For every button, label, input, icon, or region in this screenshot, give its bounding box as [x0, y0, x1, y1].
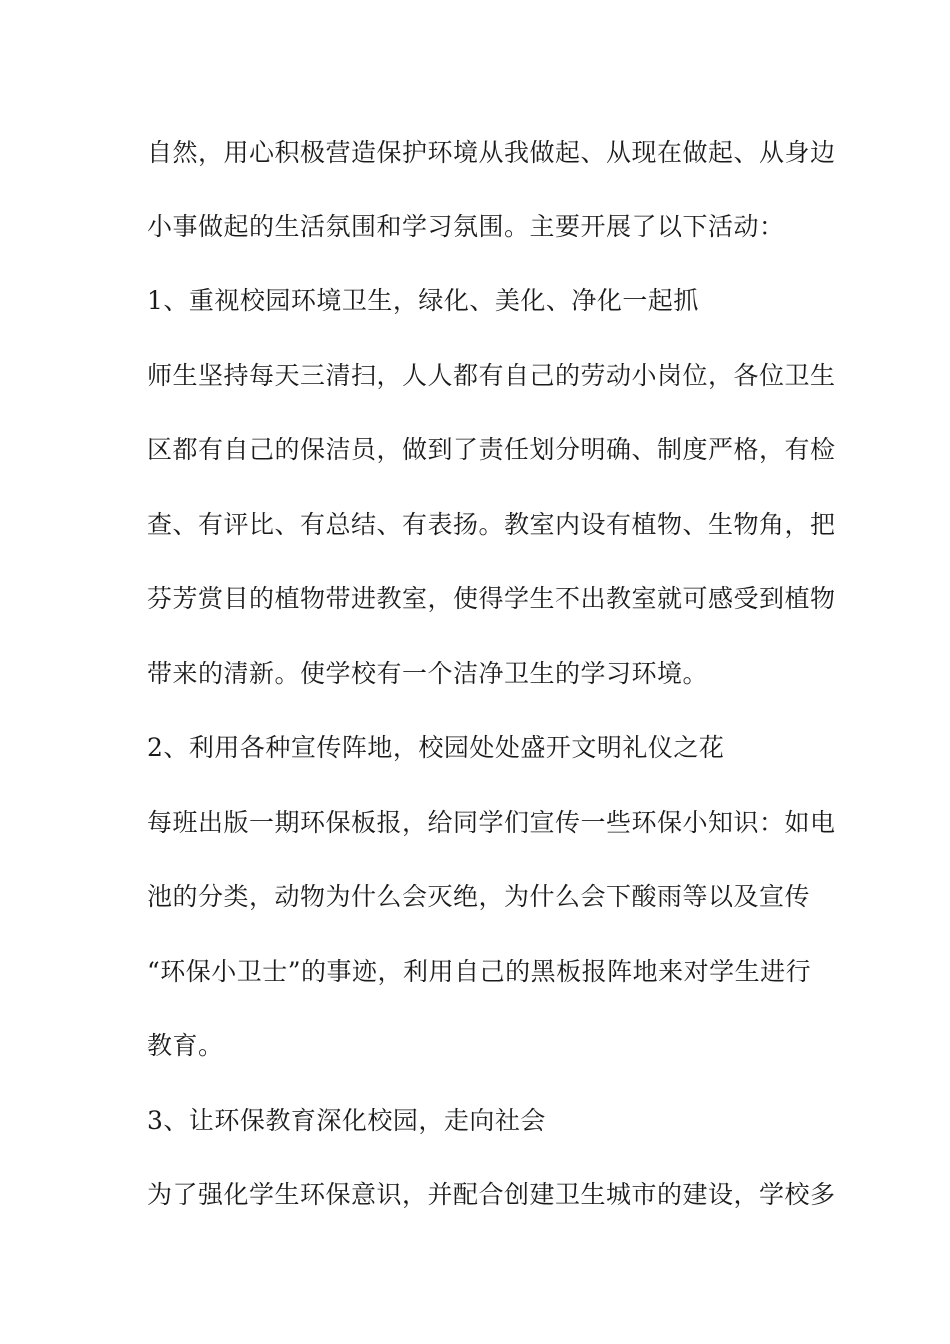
paragraph-line: 为了强化学生环保意识，并配合创建卫生城市的建设，学校多: [147, 1180, 836, 1209]
section-heading: 1、重视校园环境卫生，绿化、美化、净化一起抓: [147, 286, 699, 315]
section-heading: 2、利用各种宣传阵地，校园处处盛开文明礼仪之花: [147, 733, 725, 762]
paragraph-line: 带来的清新。使学校有一个洁净卫生的学习环境。: [147, 659, 709, 688]
paragraph-line: 区都有自己的保洁员，做到了责任划分明确、制度严格，有检: [147, 435, 836, 464]
paragraph-line: 自然，用心积极营造保护环境从我做起、从现在做起、从身边: [147, 138, 836, 167]
paragraph-line: 芬芳赏目的植物带进教室，使得学生不出教室就可感受到植物: [147, 584, 836, 613]
paragraph-line: 小事做起的生活氛围和学习氛围。主要开展了以下活动：: [147, 212, 785, 241]
paragraph-line: 查、有评比、有总结、有表扬。教室内设有植物、生物角，把: [147, 510, 836, 539]
paragraph-line: 师生坚持每天三清扫，人人都有自己的劳动小岗位，各位卫生: [147, 361, 836, 390]
section-heading: 3、让环保教育深化校园，走向社会: [147, 1106, 546, 1135]
paragraph-line: “环保小卫士”的事迹，利用自己的黑板报阵地来对学生进行: [147, 957, 812, 986]
paragraph-line: 教育。: [147, 1031, 224, 1060]
paragraph-line: 每班出版一期环保板报，给同学们宣传一些环保小知识：如电: [147, 808, 836, 837]
paragraph-line: 池的分类，动物为什么会灭绝，为什么会下酸雨等以及宣传: [147, 882, 811, 911]
